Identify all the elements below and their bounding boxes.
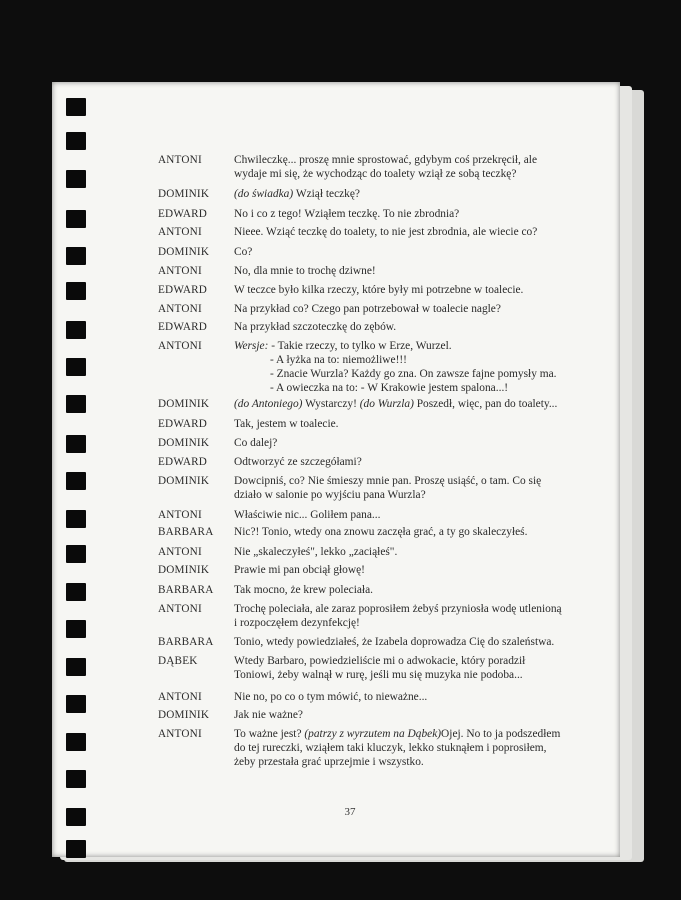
- spoken-line: [234, 207, 564, 221]
- line-text: [234, 741, 564, 755]
- line-segment: Chwileczkę... proszę mnie sprostować, gdybym coś przekręcił, ale: [234, 154, 538, 166]
- line-segment: do tej rureczki, wziąłem taki kluczyk, lekko stuknąłem i poprosiłem,: [234, 742, 547, 754]
- line-text: [234, 225, 564, 239]
- line-text: [234, 654, 564, 668]
- speaker-name: ANTONI: [158, 509, 202, 521]
- speaker-name: ANTONI: [158, 603, 202, 615]
- line-segment: żeby przestała grać uprzejmie i wszystko.: [234, 756, 424, 768]
- line-segment: To ważne jest?: [234, 728, 305, 740]
- line-segment: Co?: [234, 246, 253, 258]
- line-segment: Dowcipniś, co? Nie śmieszy mnie pan. Proszę usiąść, o tam. Co się: [234, 475, 542, 487]
- line-segment: Toniowi, żeby walnął w rurę, jeśli mu się muzyka nie podoba...: [234, 669, 523, 681]
- spoken-line: [234, 563, 564, 577]
- spoken-line: [234, 339, 564, 395]
- line-segment: Nie no, po co o tym mówić, to nieważne...: [234, 691, 428, 703]
- speaker-name: BARBARA: [158, 636, 214, 648]
- spoken-line: [234, 602, 564, 630]
- line-segment: Wtedy Barbaro, powiedzieliście mi o adwokacie, który poradził: [234, 655, 526, 667]
- spoken-line: [234, 320, 564, 334]
- line-segment: Odtworzyć ze szczegółami?: [234, 456, 362, 468]
- line-text: [234, 545, 564, 559]
- line-segment: Co dalej?: [234, 437, 278, 449]
- line-segment: No i co z tego! Wziąłem teczkę. To nie zbrodnia?: [234, 208, 460, 220]
- stage-direction: (patrzy z wyrzutem na Dąbek): [304, 728, 442, 740]
- line-segment: W teczce było kilka rzeczy, które były mi potrzebne w toalecie.: [234, 284, 524, 296]
- speaker-name: DOMINIK: [158, 475, 210, 487]
- line-text: [234, 302, 564, 316]
- spoken-line: [234, 397, 564, 411]
- line-segment: Tonio, wtedy powiedziałeś, że Izabela doprowadza Cię do szaleństwa.: [234, 636, 555, 648]
- line-segment: - Znacie Wurzla? Każdy go zna. On zawsze fajne pomysły ma.: [270, 368, 557, 380]
- line-text: [234, 207, 564, 221]
- line-segment: - A łyżka na to: niemożliwe!!!: [270, 354, 407, 366]
- line-text: [234, 602, 564, 616]
- spoken-line: [234, 187, 564, 201]
- line-segment: Na przykład szczoteczkę do zębów.: [234, 321, 397, 333]
- speaker-name: EDWARD: [158, 418, 208, 430]
- speaker-name: DOMINIK: [158, 564, 210, 576]
- line-text: [234, 353, 564, 367]
- speaker-name: DOMINIK: [158, 709, 210, 721]
- line-segment: Trochę poleciała, ale zaraz poprosiłem żebyś przyniosła wodę utlenioną: [234, 603, 562, 615]
- stage-direction: (do Wurzla): [359, 398, 414, 410]
- speaker-name: EDWARD: [158, 456, 208, 468]
- speaker-name: EDWARD: [158, 284, 208, 296]
- spoken-line: [234, 583, 564, 597]
- spoken-line: [234, 690, 564, 704]
- spoken-line: [234, 436, 564, 450]
- line-text: [234, 283, 564, 297]
- spoken-line: [234, 225, 564, 239]
- speaker-name: ANTONI: [158, 340, 202, 352]
- line-segment: Nic?! Tonio, wtedy ona znowu zaczęła grać, a ty go skaleczyłeś.: [234, 526, 528, 538]
- speaker-name: DOMINIK: [158, 188, 210, 200]
- line-text: [234, 264, 564, 278]
- line-segment: Tak mocno, że krew poleciała.: [234, 584, 373, 596]
- spoken-line: [234, 654, 564, 682]
- line-text: [234, 367, 564, 381]
- line-text: [234, 616, 564, 630]
- speaker-name: DOMINIK: [158, 437, 210, 449]
- line-text: [234, 474, 564, 488]
- line-segment: Jak nie ważne?: [234, 709, 303, 721]
- speaker-name: ANTONI: [158, 303, 202, 315]
- page-number: 37: [344, 806, 356, 818]
- line-segment: wydaje mi się, że wychodząc do toalety wziął ze sobą teczkę?: [234, 168, 517, 180]
- line-text: [234, 708, 564, 722]
- line-segment: - A owieczka na to: - W Krakowie jestem spalona...!: [270, 382, 509, 394]
- speaker-name: DĄBEK: [158, 655, 198, 667]
- line-text: [234, 320, 564, 334]
- line-text: [234, 436, 564, 450]
- line-segment: Tak, jestem w toalecie.: [234, 418, 339, 430]
- line-segment: - Takie rzeczy, to tylko w Erze, Wurzel.: [268, 340, 452, 352]
- line-text: [234, 187, 564, 201]
- speaker-name: DOMINIK: [158, 246, 210, 258]
- speaker-name: ANTONI: [158, 546, 202, 558]
- line-text: [234, 455, 564, 469]
- line-text: [234, 397, 564, 411]
- line-segment: No, dla mnie to trochę dziwne!: [234, 265, 376, 277]
- line-text: [234, 727, 564, 741]
- spoken-line: [234, 474, 564, 502]
- line-text: [234, 563, 564, 577]
- line-segment: Nie „skaleczyłeś", lekko „zaciąłeś".: [234, 546, 398, 558]
- line-text: [234, 245, 564, 259]
- speaker-name: BARBARA: [158, 526, 214, 538]
- speaker-name: BARBARA: [158, 584, 214, 596]
- speaker-name: ANTONI: [158, 691, 202, 703]
- line-segment: Właściwie nic... Goliłem pana...: [234, 509, 381, 521]
- line-segment: Na przykład co? Czego pan potrzebował w toalecie nagle?: [234, 303, 501, 315]
- spoken-line: [234, 545, 564, 559]
- line-text: [234, 583, 564, 597]
- line-segment: Wziął teczkę?: [293, 188, 360, 200]
- line-text: [234, 339, 564, 353]
- speaker-name: ANTONI: [158, 728, 202, 740]
- line-segment: i rozpoczęłem dezynfekcję!: [234, 617, 360, 629]
- line-segment: Poszedł, więc, pan do toalety...: [413, 398, 558, 410]
- spoken-line: [234, 245, 564, 259]
- line-text: [234, 690, 564, 704]
- line-segment: Prawie mi pan obciął głowę!: [234, 564, 365, 576]
- line-text: [234, 508, 564, 522]
- speaker-name: DOMINIK: [158, 398, 210, 410]
- line-text: [234, 525, 564, 539]
- spoken-line: [234, 635, 564, 649]
- line-text: [234, 668, 564, 682]
- spoken-line: [234, 727, 564, 769]
- spoken-line: [234, 153, 564, 181]
- spoken-line: [234, 417, 564, 431]
- speaker-name: ANTONI: [158, 154, 202, 166]
- line-text: [234, 488, 564, 502]
- line-segment: Ojej. No to ja podszedłem: [441, 728, 561, 740]
- spoken-line: [234, 708, 564, 722]
- spoken-line: [234, 302, 564, 316]
- spoken-line: [234, 264, 564, 278]
- line-text: [234, 417, 564, 431]
- speaker-name: ANTONI: [158, 265, 202, 277]
- line-segment: Wystarczy!: [302, 398, 360, 410]
- line-text: [234, 635, 564, 649]
- spoken-line: [234, 283, 564, 297]
- speaker-name: EDWARD: [158, 208, 208, 220]
- line-text: [234, 167, 564, 181]
- line-text: [234, 153, 564, 167]
- line-text: [234, 755, 564, 769]
- speaker-name: EDWARD: [158, 321, 208, 333]
- line-segment: działo w salonie po wyjściu pana Wurzla?: [234, 489, 426, 501]
- line-text: [234, 381, 564, 395]
- spoken-line: [234, 525, 564, 539]
- line-segment: Nieee. Wziąć teczkę do toalety, to nie jest zbrodnia, ale wiecie co?: [234, 226, 538, 238]
- spoken-line: [234, 455, 564, 469]
- speaker-name: ANTONI: [158, 226, 202, 238]
- stage-direction: Wersje:: [234, 340, 269, 352]
- stage-direction: (do Antoniego): [234, 398, 303, 410]
- stage-direction: (do świadka): [234, 188, 294, 200]
- spoken-line: [234, 508, 564, 522]
